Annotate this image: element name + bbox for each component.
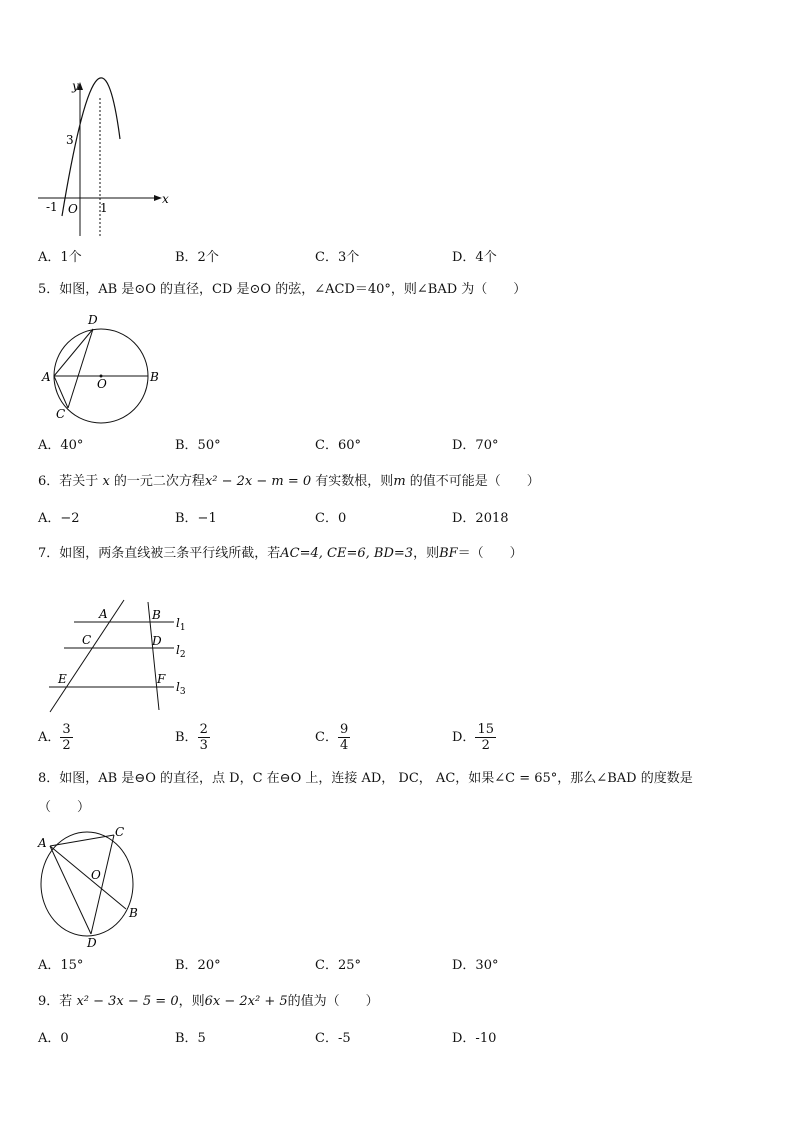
q7-parallel-lines-figure <box>44 598 204 716</box>
q7-option-b: B． $\frac{2}{3}$ <box>175 722 208 753</box>
fraction: $\frac{2}{3}$ <box>199 722 208 753</box>
q7-ask: BF <box>439 546 458 561</box>
label-a: A <box>99 607 108 621</box>
label-b: B <box>150 370 159 384</box>
y-intercept-label: 3 <box>66 133 74 147</box>
q7-option-c: C． $\frac{9}{4}$ <box>315 722 349 753</box>
q4-option-d: D．4个 <box>452 250 497 265</box>
q5-text: 如图，AB 是⊙O 的直径，CD 是⊙O 的弦，∠ACD＝40°，则∠BAD 为（ ） <box>59 282 527 297</box>
q6-option-c: C．0 <box>315 511 347 526</box>
q7-text-a: 如图，两条直线被三条平行线所截，若 <box>59 546 281 561</box>
q6-stem <box>38 473 540 491</box>
chord-ac <box>54 376 68 408</box>
q6-text-b: 的一元二次方程 <box>113 474 205 489</box>
label-l3: $l_3$ <box>176 680 186 697</box>
q9-text-a: 若 <box>59 994 73 1009</box>
q9-option-c: C．-5 <box>315 1031 351 1046</box>
chord-dc <box>91 835 114 934</box>
one-label: 1 <box>100 201 108 215</box>
fraction: $\frac{15}{2}$ <box>477 722 494 753</box>
fraction: $\frac{9}{4}$ <box>339 722 349 753</box>
q5-option-b: B．50° <box>175 438 221 453</box>
neg-one-label: -1 <box>46 200 58 214</box>
fraction: $\frac{3}{2}$ <box>62 722 71 753</box>
q9-text-b: ，则 <box>178 994 205 1009</box>
q9-stem <box>38 993 379 1011</box>
label-l1: $l_1$ <box>176 616 186 633</box>
q7-text-c: ＝（ ） <box>457 546 523 561</box>
q6-option-d: D．2018 <box>452 511 509 526</box>
q5-option-c: C．60° <box>315 438 361 453</box>
q9-option-a: A．0 <box>38 1031 69 1046</box>
q7-option-d: D． $\frac{15}{2}$ <box>452 722 494 753</box>
label-l2: $l_2$ <box>176 643 186 660</box>
label-f: F <box>157 672 166 686</box>
circle-o <box>41 832 133 936</box>
q8-option-c: C．25° <box>315 958 361 973</box>
q5-option-d: D．70° <box>452 438 499 453</box>
label-a: A <box>42 370 51 384</box>
q7-stem <box>38 545 523 563</box>
q6-text-a: 若关于 <box>59 474 99 489</box>
q9-text-c: 的值为（ ） <box>287 994 379 1009</box>
chord-ac <box>50 835 114 846</box>
q7-number: 7． <box>38 546 60 561</box>
chord-ad <box>50 846 91 934</box>
parabola-figure <box>30 76 180 241</box>
y-axis-label: y <box>72 79 79 93</box>
q9-option-d: D．-10 <box>452 1031 497 1046</box>
x-axis-arrow <box>154 195 162 201</box>
q6-equation: x² − 2x − m = 0 <box>204 474 312 489</box>
label-c: C <box>56 407 66 421</box>
q6-var-x: x <box>102 474 110 489</box>
q6-text-d: 的值不可能是（ ） <box>409 474 540 489</box>
label-c: C <box>82 633 92 647</box>
q8-option-d: D．30° <box>452 958 499 973</box>
transversal-ace <box>50 600 124 712</box>
diameter-ab <box>50 846 126 909</box>
x-axis-label: x <box>162 192 169 206</box>
q8-number: 8． <box>38 771 60 786</box>
q8-option-b: B．20° <box>175 958 221 973</box>
q6-number: 6． <box>38 474 60 489</box>
q9-equation: x² − 3x − 5 = 0 <box>76 994 179 1009</box>
q8-option-a: A．15° <box>38 958 84 973</box>
q9-option-b: B．5 <box>175 1031 206 1046</box>
q7-given: AC=4, CE=6, BD=3 <box>280 546 414 561</box>
label-d: D <box>88 313 98 327</box>
q5-stem <box>38 281 526 299</box>
q7-option-a: A． $\frac{3}{2}$ <box>38 722 71 753</box>
label-b: B <box>129 906 138 920</box>
q7-text-b: ，则 <box>413 546 440 561</box>
label-d: D <box>152 634 162 648</box>
q6-option-a: A．−2 <box>38 511 80 526</box>
q4-option-b: B．2个 <box>175 250 219 265</box>
q5-number: 5． <box>38 282 60 297</box>
chord-cd <box>68 329 93 408</box>
q5-circle-figure <box>38 310 168 425</box>
label-o: O <box>97 377 107 391</box>
label-b: B <box>152 608 161 622</box>
q4-option-c: C．3个 <box>315 250 360 265</box>
q8-paren: （ ） <box>38 800 91 815</box>
q5-option-a: A．40° <box>38 438 84 453</box>
label-c: C <box>115 825 125 839</box>
q8-text: 如图，AB 是⊖O 的直径，点 D，C 在⊖O 上，连接 AD， DC， AC，如果∠C = 65°，那么∠BAD 的度数是 <box>59 771 693 786</box>
label-o: O <box>91 868 101 882</box>
q9-number: 9． <box>38 994 60 1009</box>
label-e: E <box>58 672 67 686</box>
label-a: A <box>38 836 47 850</box>
label-d: D <box>87 936 97 950</box>
q8-stem <box>38 770 693 788</box>
q6-text-c: 有实数根，则 <box>315 474 394 489</box>
q6-var-m: m <box>393 474 406 489</box>
origin-label: O <box>68 202 78 216</box>
q4-option-a: A．1个 <box>38 250 82 265</box>
q9-expression: 6x − 2x² + 5 <box>204 994 288 1009</box>
q8-circle-figure <box>34 822 149 952</box>
q6-option-b: B．−1 <box>175 511 217 526</box>
